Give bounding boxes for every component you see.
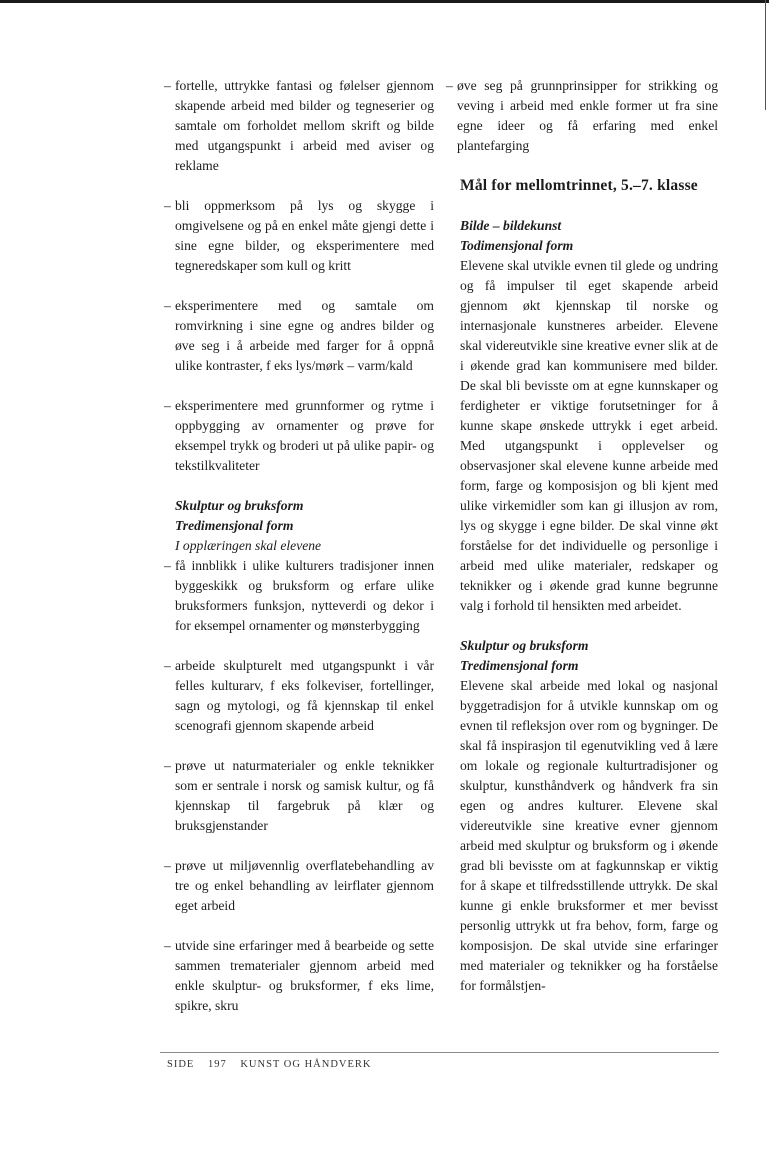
body-paragraph: Elevene skal utvikle evnen til glede og undring og få impulser til eget skapende arbeid gjennom økt kjennskap til norske og internasjonale kunstneres arbeider. Elevene skal videreutvikle sine kreative evner slik at de i økende grad kan kommunisere med bilder. De skal bli bevisste om at egne kunnskaper og ferdigheter er viktige forutsetninger for å kunne skape ønskede uttrykk i eget arbeid. Med utgangspunkt i opplevelser og observasjoner skal elevene kunne arbeide med form, farge og komposisjon og bli kjent med ulike virkemidler som kan gi illusjon av rom, lys og skygge i egne bilder. De skal vinne økt forståelse for det individuelle og personlige i arbeid med ulike materialer, redskaper og teknikker og i økende grad kunne begrunne valg i forhold til hensikten med arbeidet. bbox=[460, 258, 718, 613]
footer-subject: KUNST OG HÅNDVERK bbox=[240, 1059, 372, 1070]
page-number: 197 bbox=[207, 1059, 227, 1070]
footer-divider bbox=[160, 1052, 719, 1053]
right-column bbox=[446, 76, 718, 1016]
top-border bbox=[0, 0, 769, 3]
block-title: Bilde – bildekunst bbox=[460, 218, 562, 233]
list-item: – eksperimentere med og samtale om romvirkning i sine egne og andres bilder og øve seg i å arbeide med farger for å oppnå ulike kontraster, f eks lys/mørk – varm/kald bbox=[164, 298, 434, 373]
list-item: – eksperimentere med grunnformer og rytme i oppbygging av ornamenter og prøve for eksempel trykk og broderi ut på ulike papir- og tekstilkvaliteter bbox=[164, 398, 434, 473]
list-item: – prøve ut miljøvennlig overflatebehandling av tre og enkel behandling av leirflater gjennom eget arbeid bbox=[164, 858, 434, 913]
section-subtitle: Tredimensjonal form bbox=[175, 518, 294, 533]
block-subtitle: Tredimensjonal form bbox=[460, 658, 579, 673]
list-item: – arbeide skulpturelt med utgangspunkt i vår felles kulturarv, f eks folkeviser, fortellinger, sagn og mytologi, og få kjennskap til enkel scenografi gjennom skapende arbeid bbox=[164, 658, 434, 733]
list-item: – utvide sine erfaringer med å bearbeide og sette sammen trematerialer gjennom arbeid med enkle skulptur- og bruksformer, f eks lime, spikre, skru bbox=[164, 938, 434, 1013]
block-title: Skulptur og bruksform bbox=[460, 638, 589, 653]
left-column bbox=[164, 76, 434, 1036]
block-subtitle: Todimensjonal form bbox=[460, 238, 574, 253]
list-item: – prøve ut naturmaterialer og enkle teknikker som er sentrale i norsk og samisk kultur, og få kjennskap til fargebruk på klær og bruksgjenstander bbox=[164, 758, 434, 833]
list-item: – få innblikk i ulike kulturers tradisjoner innen byggeskikk og bruksform og erfare ulike bruksformers funksjon, nytteverdi og dekor i for eksempel ornamenter og mønsterbygging bbox=[164, 558, 434, 633]
list-item: – bli oppmerksom på lys og skygge i omgivelsene og på en enkel måte gjengi dette i sine egne bilder, og eksperimentere med tegneredskaper som kull og kritt bbox=[164, 198, 434, 273]
list-item: – øve seg på grunnprinsipper for strikking og veving i arbeid med enkle former ut fra sine egne ideer og få erfaring med enkel plantefarging bbox=[446, 78, 718, 153]
section-title: Skulptur og bruksform bbox=[175, 498, 304, 513]
list-item: – fortelle, uttrykke fantasi og følelser gjennom skapende arbeid med bilder og tegneserier og samtale om forholdet mellom skrift og bilde med utgangspunkt i arbeid med aviser og reklame bbox=[164, 78, 434, 173]
page-footer bbox=[167, 1059, 382, 1070]
section-intro: I opplæringen skal elevene bbox=[175, 538, 322, 553]
right-edge-line bbox=[765, 0, 766, 110]
body-paragraph: Elevene skal arbeide med lokal og nasjonal byggetradisjon for å utvikle kunnskap om og evnen til refleksjon over rom og bygninger. De skal få inspirasjon til egenutvikling ved å lære om lokale og regionale kulturtradisjoner og skulptur, kunsthåndverk og håndverk fra sin egen og andres kulturer. Elevene skal videreutvikle sine kreative evner gjennom arbeid med skulptur og bruksform og i økende grad bli bevisste om at fagkunnskap er viktig for å skape et tilfredsstillende uttrykk. De skal kunne gi enkle bruksformer et mer bevisst personlig uttrykk ut fra behov, form, farge og komposisjon. De skal utvide sine erfaringer med materialer og teknikker og ha forståelse for formålstjen- bbox=[460, 678, 718, 993]
section-heading: Mål for mellomtrinnet, 5.–7. klasse bbox=[460, 177, 698, 194]
footer-side-label: SIDE bbox=[167, 1059, 195, 1070]
